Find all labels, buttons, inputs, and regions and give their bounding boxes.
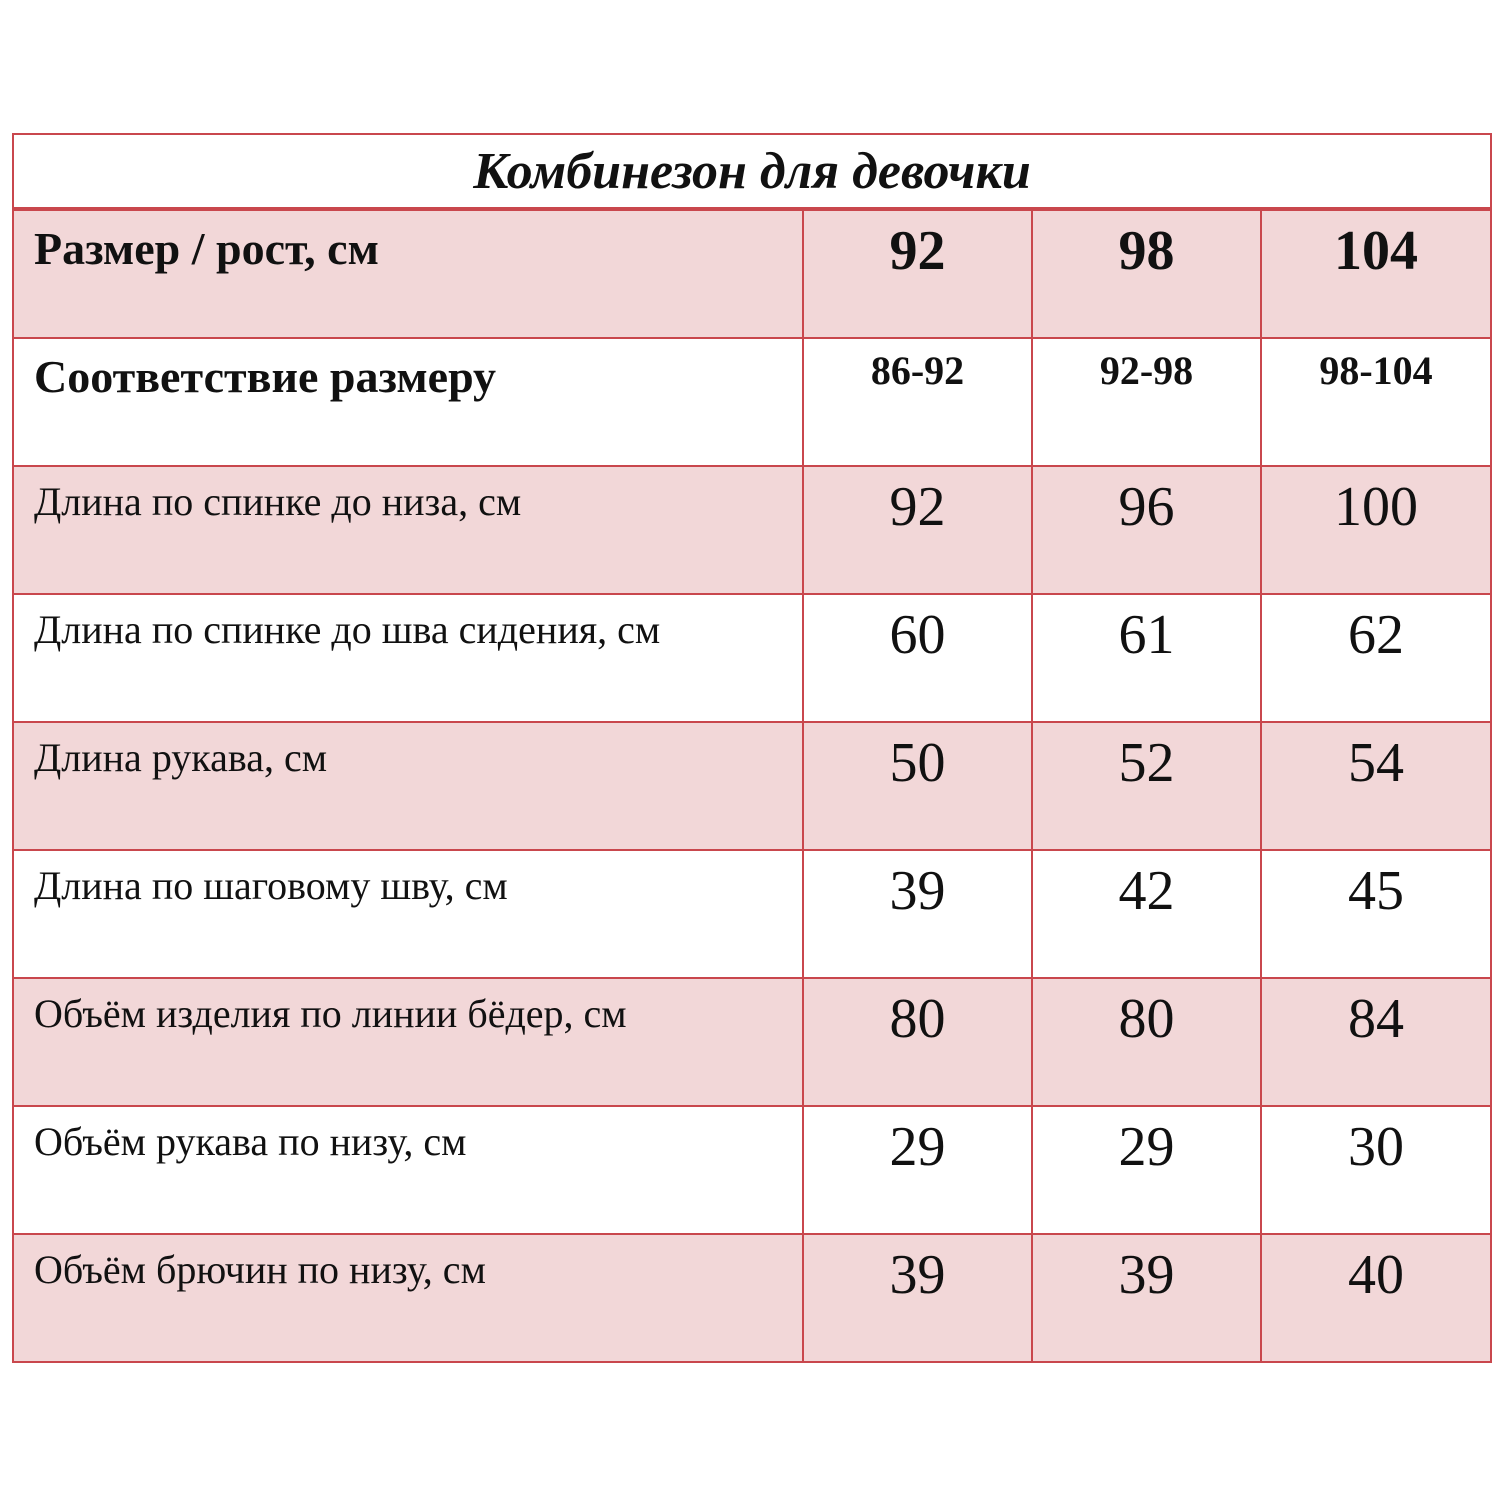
table-row [13,1234,1491,1362]
row-value: 39 [1118,1244,1175,1306]
value-cell [803,1106,1032,1234]
row-label-cell [13,978,803,1106]
row-label-cell [13,1106,803,1234]
row-value: 61 [1118,604,1175,666]
value-cell [1032,978,1261,1106]
correspondence-cell [1261,338,1491,466]
value-cell [1261,722,1491,850]
size-chart-table [12,133,1492,1363]
row-value: 60 [889,604,946,666]
value-cell [1032,594,1261,722]
correspondence-cell [1032,338,1261,466]
row-value: 30 [1348,1116,1404,1178]
value-cell [1032,850,1261,978]
value-cell [1032,466,1261,594]
title-row [13,134,1491,209]
size-value: 92 [889,220,946,282]
row-value: 39 [889,860,946,922]
row-label: Длина по спинке до шва сидения, см [34,607,661,652]
value-cell [803,722,1032,850]
correspondence-value: 92-98 [1099,348,1194,393]
row-value: 84 [1348,988,1404,1050]
row-value: 29 [889,1116,946,1178]
header-label: Размер / рост, см [34,223,379,274]
correspondence-label-cell [13,338,803,466]
value-cell [1261,978,1491,1106]
row-label: Длина по спинке до низа, см [34,479,522,524]
correspondence-label: Соответствие размеру [34,351,497,402]
value-cell [1261,594,1491,722]
correspondence-row [13,338,1491,466]
table-row [13,466,1491,594]
value-cell [803,466,1032,594]
row-value: 80 [889,988,946,1050]
row-value: 92 [889,476,946,538]
correspondence-cell [803,338,1032,466]
table-row [13,850,1491,978]
value-cell [1032,722,1261,850]
table-row [13,594,1491,722]
size-cell-92 [803,209,1032,338]
row-value: 100 [1334,476,1418,538]
value-cell [1261,466,1491,594]
size-cell-104 [1261,209,1491,338]
size-value: 104 [1334,220,1418,282]
row-value: 96 [1118,476,1175,538]
value-cell [1261,1234,1491,1362]
row-value: 45 [1348,860,1404,922]
row-value: 52 [1118,732,1175,794]
row-label-cell [13,850,803,978]
table-title: Комбинезон для девочки [13,134,1491,209]
table-row [13,1106,1491,1234]
row-label: Объём брючин по низу, см [34,1247,486,1292]
value-cell [1032,1106,1261,1234]
row-value: 42 [1118,860,1175,922]
value-cell [803,850,1032,978]
value-cell [803,594,1032,722]
row-value: 39 [889,1244,946,1306]
row-value: 50 [889,732,946,794]
row-value: 54 [1348,732,1404,794]
row-value: 80 [1118,988,1175,1050]
size-value: 98 [1118,220,1175,282]
row-value: 40 [1348,1244,1404,1306]
row-label-cell [13,594,803,722]
size-cell-98 [1032,209,1261,338]
row-label-cell [13,466,803,594]
row-label-cell [13,1234,803,1362]
correspondence-value: 98-104 [1319,348,1433,393]
value-cell [1261,850,1491,978]
table-row [13,978,1491,1106]
correspondence-value: 86-92 [870,348,965,393]
row-label: Длина рукава, см [34,735,328,780]
header-label-cell [13,209,803,338]
row-label: Длина по шаговому шву, см [34,863,508,908]
row-value: 62 [1348,604,1404,666]
row-value: 29 [1118,1116,1175,1178]
value-cell [1032,1234,1261,1362]
value-cell [803,1234,1032,1362]
value-cell [803,978,1032,1106]
row-label-cell [13,722,803,850]
header-row [13,209,1491,338]
row-label: Объём рукава по низу, см [34,1119,467,1164]
row-label: Объём изделия по линии бёдер, см [34,991,627,1036]
table-row [13,722,1491,850]
value-cell [1261,1106,1491,1234]
